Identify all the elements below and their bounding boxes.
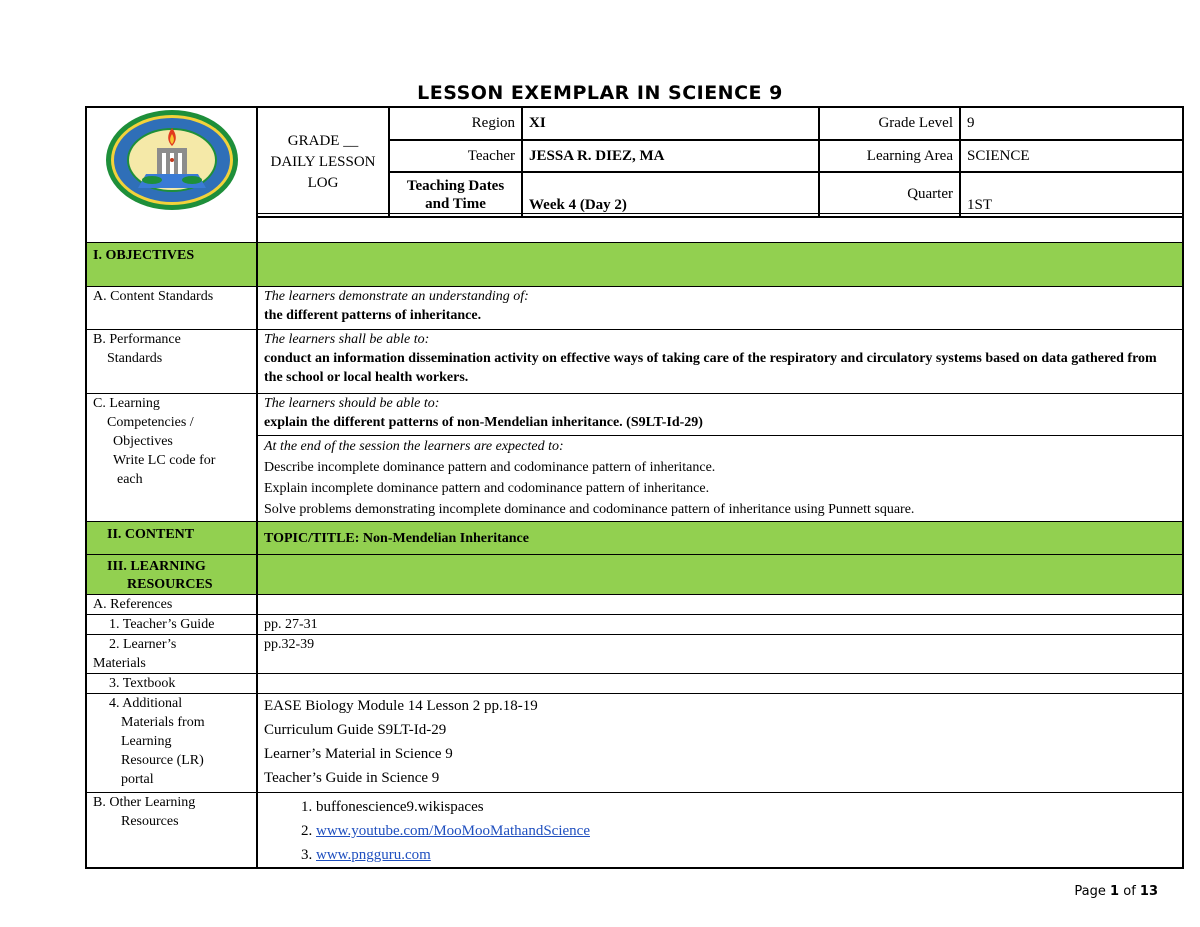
performance-standards-row <box>86 330 1183 394</box>
teachers-guide-value: pp. 27-31 <box>257 615 1183 635</box>
region-value: XI <box>522 107 819 140</box>
page-number <box>1074 884 1158 899</box>
content-row <box>86 522 1183 555</box>
page-title: LESSON EXEMPLAR IN SCIENCE 9 <box>417 82 783 104</box>
additional-item: Curriculum Guide S9LT-Id-29 <box>264 722 447 738</box>
learners-materials-label: 2. Learner’s <box>109 637 177 652</box>
grade-level-label: Grade Level <box>819 107 960 140</box>
topic-title: TOPIC/TITLE: Non-Mendelian Inheritance <box>257 522 1183 555</box>
competencies-intro: The learners should be able to: <box>264 396 440 411</box>
competencies-row <box>86 394 1183 436</box>
teachers-guide-label: 1. Teacher’s Guide <box>109 617 215 632</box>
teacher-label: Teacher <box>389 140 522 172</box>
learning-resources-row <box>86 555 1183 595</box>
resources-heading-2: RESOURCES <box>127 577 213 592</box>
of-word: of <box>1123 884 1136 899</box>
additional-item: Teacher’s Guide in Science 9 <box>264 770 440 786</box>
performance-label-cont: Standards <box>107 351 163 366</box>
other-resources-list <box>264 795 1176 867</box>
additional-item: Learner’s Material in Science 9 <box>264 746 453 762</box>
lesson-header-table <box>85 106 1184 218</box>
content-heading: II. CONTENT <box>86 522 257 555</box>
other-resources-label: B. Other Learning <box>93 795 196 810</box>
competencies-label-3: Objectives <box>113 434 173 449</box>
objectives-row <box>86 243 1183 287</box>
additional-label: 4. Additional <box>109 696 183 711</box>
content-standards-label: A. Content Standards <box>86 287 257 330</box>
content-standards-text: the different patterns of inheritance. <box>264 308 482 323</box>
session-intro: At the end of the session the learners are expected to: <box>264 439 564 454</box>
competencies-label-2: Competencies / <box>107 415 194 430</box>
additional-label-3: Learning <box>121 734 172 749</box>
lesson-body-table <box>85 213 1184 869</box>
other-resource-item: 1. buffonescience9.wikispaces <box>316 795 1176 819</box>
competencies-label-4: Write LC code for <box>113 453 216 468</box>
content-standards-row <box>86 287 1183 330</box>
teachers-guide-row <box>86 615 1183 635</box>
competencies-label-5: each <box>117 472 143 487</box>
session-item: Explain incomplete dominance pattern and codominance pattern of inheritance. <box>264 481 710 496</box>
total-pages: 13 <box>1139 884 1158 899</box>
learning-area-label: Learning Area <box>819 140 960 172</box>
additional-item: EASE Biology Module 14 Lesson 2 pp.18-19 <box>264 698 538 714</box>
textbook-label: 3. Textbook <box>109 676 176 691</box>
grade-level-value: 9 <box>960 107 1183 140</box>
additional-materials-row <box>86 694 1183 793</box>
additional-label-4: Resource (LR) <box>121 753 204 768</box>
textbook-row <box>86 674 1183 694</box>
region-label: Region <box>389 107 522 140</box>
learners-materials-label-2: Materials <box>93 656 146 671</box>
performance-label: B. Performance <box>93 332 181 347</box>
objectives-heading: I. OBJECTIVES <box>86 243 257 287</box>
additional-label-2: Materials from <box>121 715 205 730</box>
teaching-dates-label: Teaching Dates and Time <box>389 172 522 217</box>
additional-label-5: portal <box>121 772 154 787</box>
spacer-row <box>86 214 1183 243</box>
session-item: Solve problems demonstrating incomplete dominance and codominance pattern of inheritance using Punnett square. <box>264 502 915 517</box>
resources-heading: III. LEARNING <box>107 559 206 574</box>
references-label: A. References <box>86 595 257 615</box>
logo-cell <box>86 107 257 217</box>
teaching-dates-value: Week 4 (Day 2) <box>522 172 819 217</box>
session-item: Describe incomplete dominance pattern and codominance pattern of inheritance. <box>264 460 716 475</box>
pngguru-link[interactable]: www.pngguru.com <box>316 847 431 863</box>
teacher-value: JESSA R. DIEZ, MA <box>522 140 819 172</box>
quarter-label: Quarter <box>819 172 960 217</box>
youtube-link[interactable]: www.youtube.com/MooMooMathandScience <box>316 823 590 839</box>
content-standards-intro: The learners demonstrate an understanding of: <box>264 289 529 304</box>
page-word: Page <box>1074 884 1106 899</box>
learning-area-value: SCIENCE <box>960 140 1183 172</box>
other-resources-row <box>86 793 1183 869</box>
learners-materials-value: pp.32-39 <box>257 635 1183 674</box>
performance-intro: The learners shall be able to: <box>264 332 430 347</box>
deped-seal-icon <box>102 108 242 212</box>
competencies-text: explain the different patterns of non-Mendelian inheritance. (S9LT-Id-29) <box>264 415 703 430</box>
grade-daily-lesson-log: GRADE __ DAILY LESSON LOG <box>257 107 389 217</box>
quarter-value: 1ST <box>960 172 1183 217</box>
other-resources-label-2: Resources <box>121 814 179 829</box>
learners-materials-row <box>86 635 1183 674</box>
references-row <box>86 595 1183 615</box>
competencies-label: C. Learning <box>93 396 160 411</box>
performance-text: conduct an information dissemination activity on effective ways of taking care of the respiratory and circulatory systems based on data gathered from the school or local health workers. <box>264 351 1157 385</box>
current-page: 1 <box>1110 884 1120 899</box>
